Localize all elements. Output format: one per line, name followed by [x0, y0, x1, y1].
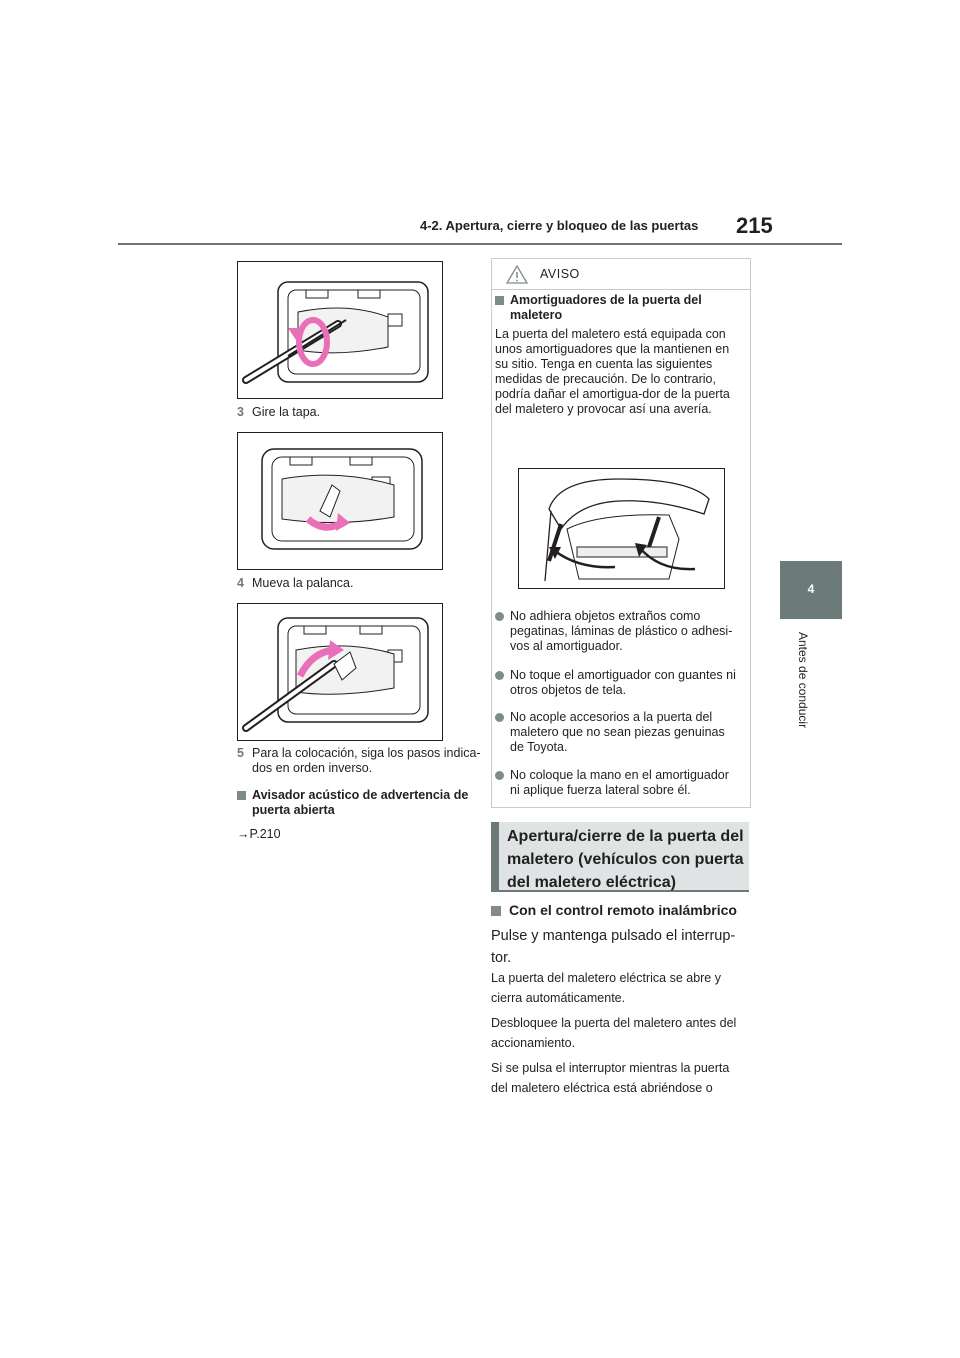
step-number: 4 — [237, 576, 244, 590]
move-lever-illustration — [238, 604, 442, 740]
figure-rotate-cover — [237, 432, 443, 570]
step-3 — [237, 405, 477, 421]
rotate-cover-illustration — [238, 433, 442, 569]
bullet-text: No coloque la mano en el amortiguador ni aplique fuerza lateral sobre él. — [510, 768, 729, 797]
subheading-text: Avisador acústico de advertencia de puerta abierta — [252, 788, 469, 817]
reference-link[interactable]: →P.210 — [237, 827, 281, 841]
chapter-title: Antes de conducir — [796, 632, 810, 729]
cover-removal-illustration — [238, 262, 442, 398]
section-paragraph-2: Desbloquee la puerta del maletero antes del accionamiento. — [491, 1016, 737, 1050]
page-reference[interactable] — [237, 827, 337, 843]
section-paragraph-1: La puerta del maletero eléctrica se abre y cierra automáticamente. — [491, 971, 721, 1005]
step-number: 5 — [237, 746, 244, 760]
trunk-dampers-illustration — [519, 469, 724, 588]
chapter-tab[interactable]: 4 — [780, 561, 842, 619]
section-paragraph-3: Si se pulsa el interruptor mientras la puerta del maletero eléctrica está abriéndose o — [491, 1061, 730, 1095]
step-5 — [237, 746, 481, 778]
bullet-text: No adhiera objetos extraños como pegatinas, láminas de plástico o adhesi-vos al amortiguador. — [510, 609, 733, 653]
step-text: Mueva la palanca. — [252, 576, 354, 590]
notice-bullet-1 — [495, 609, 745, 655]
subheading-remote — [491, 902, 749, 922]
notice-bullet-4 — [495, 768, 745, 800]
notice-title: AVISO — [540, 267, 580, 281]
step-text: Para la colocación, siga los pasos indica-dos en orden inverso. — [252, 746, 481, 775]
section-heading-box — [491, 822, 749, 892]
circle-bullet-icon — [495, 671, 504, 680]
header-section-title: 4-2. Apertura, cierre y bloqueo de las puertas — [420, 218, 699, 233]
notice-heading-text: Amortiguadores de la puerta del maletero — [510, 293, 702, 322]
figure-trunk-dampers — [518, 468, 725, 589]
circle-bullet-icon — [495, 612, 504, 621]
step-4 — [237, 576, 477, 592]
notice-paragraph: La puerta del maletero está equipada con unos amortiguadores que la mantienen en su sitio. Tenga en cuenta las siguientes medidas de precaución. De lo contrario, podría dañar el amortigua-dor de la puerta del maletero y provocar así una avería. — [495, 327, 730, 416]
section-lead: Pulse y mantenga pulsado el interrup-tor. — [491, 928, 736, 966]
bullet-text: No toque el amortiguador con guantes ni otros objetos de tela. — [510, 668, 736, 697]
section-title: Apertura/cierre de la puerta del maletero (vehículos con puerta del maletero eléctrica) — [507, 828, 744, 891]
figure-cover-removal — [237, 261, 443, 399]
warning-triangle-icon — [506, 265, 528, 284]
notice-bullet-2 — [495, 668, 745, 700]
circle-bullet-icon — [495, 713, 504, 722]
chapter-title-vertical — [790, 632, 830, 762]
notice-bullet-3 — [495, 710, 745, 756]
square-bullet-icon — [495, 296, 504, 305]
subheading-remote-text: Con el control remoto inalámbrico — [509, 902, 737, 918]
notice-header — [492, 259, 750, 290]
square-bullet-icon — [491, 906, 501, 916]
circle-bullet-icon — [495, 771, 504, 780]
figure-move-lever — [237, 603, 443, 741]
subheading-door-alarm — [237, 788, 477, 820]
square-bullet-icon — [237, 791, 246, 800]
step-text: Gire la tapa. — [252, 405, 321, 419]
step-number: 3 — [237, 405, 244, 419]
header-divider — [118, 243, 842, 245]
page-number: 215 — [736, 213, 773, 238]
bullet-text: No acople accesorios a la puerta del maletero que no sean piezas genuinas de Toyota. — [510, 710, 725, 754]
notice-box — [491, 258, 751, 808]
